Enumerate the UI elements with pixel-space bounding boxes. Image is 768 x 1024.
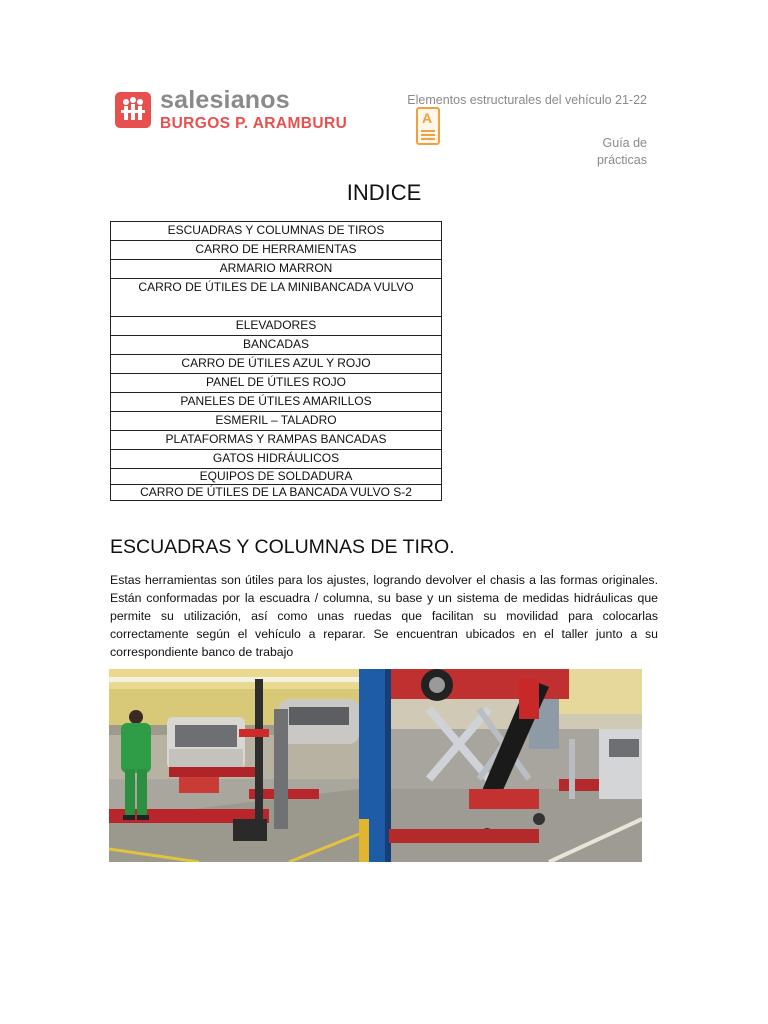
table-row xyxy=(111,431,442,450)
index-item: CARRO DE ÚTILES DE LA MINIBANCADA VULVO xyxy=(111,279,442,317)
index-item: CARRO DE HERRAMIENTAS xyxy=(111,241,442,260)
index-item: ESMERIL – TALADRO xyxy=(111,412,442,431)
index-item: CARRO DE ÚTILES AZUL Y ROJO xyxy=(111,355,442,374)
course-name: Elementos estructurales del vehículo 21-22 xyxy=(407,93,647,107)
table-row xyxy=(111,355,442,374)
index-item: PLATAFORMAS Y RAMPAS BANCADAS xyxy=(111,431,442,450)
table-row xyxy=(111,374,442,393)
table-row xyxy=(111,412,442,431)
table-row xyxy=(111,317,442,336)
school-logo xyxy=(115,88,347,132)
guide-line-1: Guía de xyxy=(602,136,647,150)
quality-badge-icon: A xyxy=(416,107,440,145)
guide-line-2: prácticas xyxy=(596,153,647,167)
section-paragraph: Estas herramientas son útiles para los ajustes, logrando devolver el chasis a las formas originales. Están conformadas por la escuadra / columna, su base y un sistema de medidas hidráulicas que permite su utilización, así como unas ruedas que facilitan su movilidad para colocarlas correctamente según el vehículo a reparar. Se encuentran ubicados en el taller junto a su correspondiente banco de trabajo xyxy=(110,573,658,659)
table-row xyxy=(111,485,442,501)
course-title xyxy=(407,91,647,109)
index-item: PANEL DE ÚTILES ROJO xyxy=(111,374,442,393)
index-item: CARRO DE ÚTILES DE LA BANCADA VULVO S-2 xyxy=(111,485,442,501)
index-table xyxy=(110,221,442,501)
table-row xyxy=(111,336,442,355)
table-row xyxy=(111,222,442,241)
guide-label xyxy=(597,135,647,169)
index-item: ESCUADRAS Y COLUMNAS DE TIROS xyxy=(111,222,442,241)
workshop-photo-right xyxy=(359,669,642,862)
index-title: INDICE xyxy=(346,180,422,205)
salesianos-logo-icon xyxy=(115,92,151,128)
index-item: BANCADAS xyxy=(111,336,442,355)
index-item: ARMARIO MARRON xyxy=(111,260,442,279)
table-row xyxy=(111,241,442,260)
index-item: ELEVADORES xyxy=(111,317,442,336)
logo-subtitle: BURGOS P. ARAMBURU xyxy=(160,115,348,132)
table-row xyxy=(111,260,442,279)
index-item: EQUIPOS DE SOLDADURA xyxy=(111,469,442,485)
section-heading: ESCUADRAS Y COLUMNAS DE TIRO. xyxy=(110,536,455,558)
logo-name: salesianos xyxy=(160,86,290,114)
table-row xyxy=(111,279,442,317)
workshop-photo-left xyxy=(109,669,359,862)
table-row xyxy=(111,393,442,412)
index-item: GATOS HIDRÁULICOS xyxy=(111,450,442,469)
table-row xyxy=(111,469,442,485)
index-item: PANELES DE ÚTILES AMARILLOS xyxy=(111,393,442,412)
table-row xyxy=(111,450,442,469)
